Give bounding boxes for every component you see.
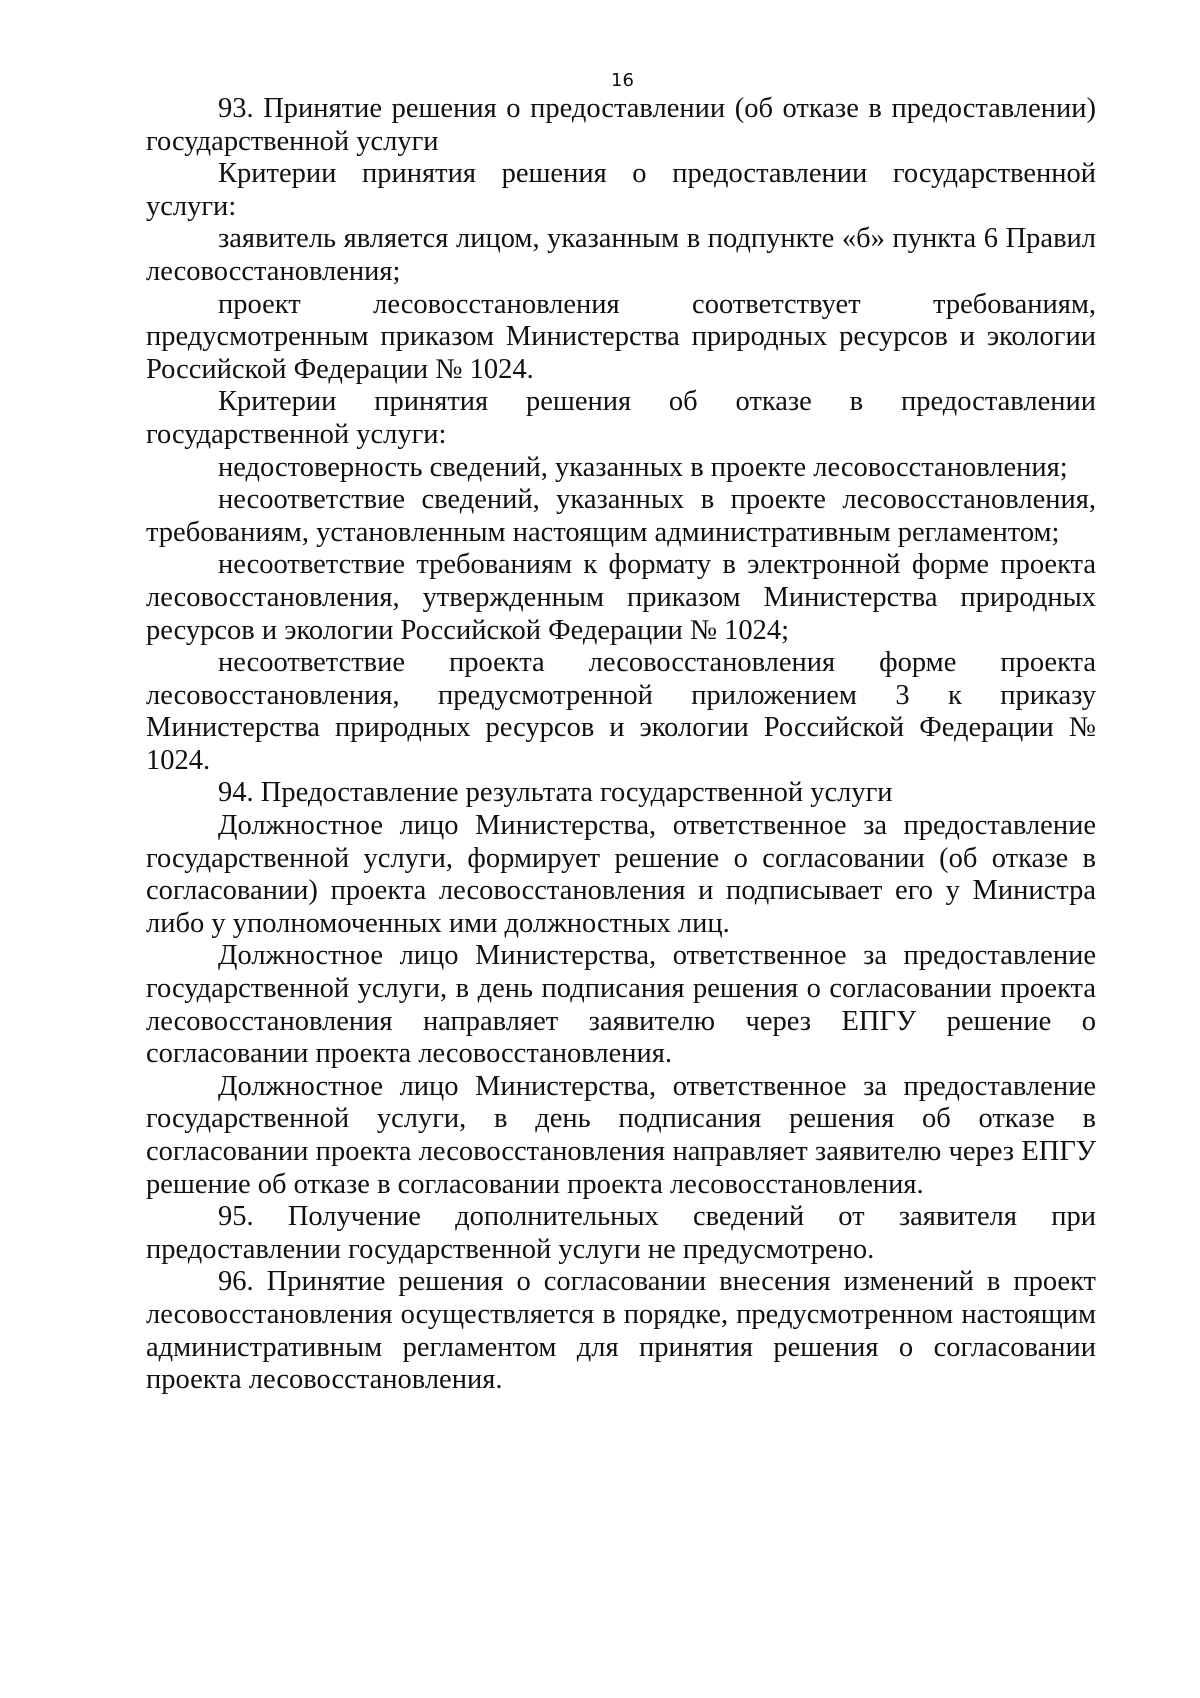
paragraph-official-sends-approval: Должностное лицо Министерства, ответственное за предоставление государственной услуги, в день подписания решения о согласовании проекта лесовосстановления направляет заявителю через ЕПГУ решение о согласовании проекта лесовосстановления. bbox=[146, 940, 1096, 1070]
paragraph-approval-criterion-applicant: заявитель является лицом, указанным в подпункте «б» пункта 6 Правил лесовосстановления; bbox=[146, 223, 1096, 287]
document-body bbox=[146, 93, 1096, 1397]
paragraph-refusal-criterion-requirements: несоответствие сведений, указанных в проекте лесовосстановления, требованиям, установленным настоящим административным регламентом; bbox=[146, 484, 1096, 548]
paragraph-refusal-criteria-heading: Критерии принятия решения об отказе в предоставлении государственной услуги: bbox=[146, 386, 1096, 450]
paragraph-approval-criterion-project: проект лесовосстановления соответствует требованиям, предусмотренным приказом Министерства природных ресурсов и экологии Российской Федерации № 1024. bbox=[146, 288, 1096, 385]
paragraph-95: 95. Получение дополнительных сведений от заявителя при предоставлении государственной услуги не предусмотрено. bbox=[146, 1201, 1096, 1265]
paragraph-official-forms-decision: Должностное лицо Министерства, ответственное за предоставление государственной услуги, формирует решение о согласовании (об отказе в согласовании) проекта лесовосстановления и подписывает его у Министра либо у уполномоченных ими должностных лиц. bbox=[146, 810, 1096, 939]
paragraph-refusal-criterion-form: несоответствие проекта лесовосстановления форме проекта лесовосстановления, предусмотренной приложением 3 к приказу Министерства природных ресурсов и экологии Российской Федерации № 1024. bbox=[146, 647, 1096, 776]
paragraph-94-heading: 94. Предоставление результата государственной услуги bbox=[218, 777, 893, 809]
paragraph-approval-criteria-heading: Критерии принятия решения о предоставлении государственной услуги: bbox=[146, 158, 1096, 222]
paragraph-refusal-criterion-unreliable: недостоверность сведений, указанных в проекте лесовосстановления; bbox=[218, 451, 1068, 483]
page-number: 16 bbox=[611, 70, 634, 91]
paragraph-official-sends-refusal: Должностное лицо Министерства, ответственное за предоставление государственной услуги, в день подписания решения об отказе в согласовании проекта лесовосстановления направляет заявителю через ЕПГУ решение об отказе в согласовании проекта лесовосстановления. bbox=[146, 1070, 1096, 1200]
paragraph-96: 96. Принятие решения о согласовании внесения изменений в проект лесовосстановления осуществляется в порядке, предусмотренном настоящим административным регламентом для принятия решения о согласовании проекта лесовосстановления. bbox=[146, 1266, 1096, 1396]
paragraph-refusal-criterion-format: несоответствие требованиям к формату в электронной форме проекта лесовосстановления, утвержденным приказом Министерства природных ресурсов и экологии Российской Федерации № 1024; bbox=[146, 549, 1096, 646]
paragraph-93-heading: 93. Принятие решения о предоставлении (об отказе в предоставлении) государственной услуги bbox=[146, 93, 1096, 157]
